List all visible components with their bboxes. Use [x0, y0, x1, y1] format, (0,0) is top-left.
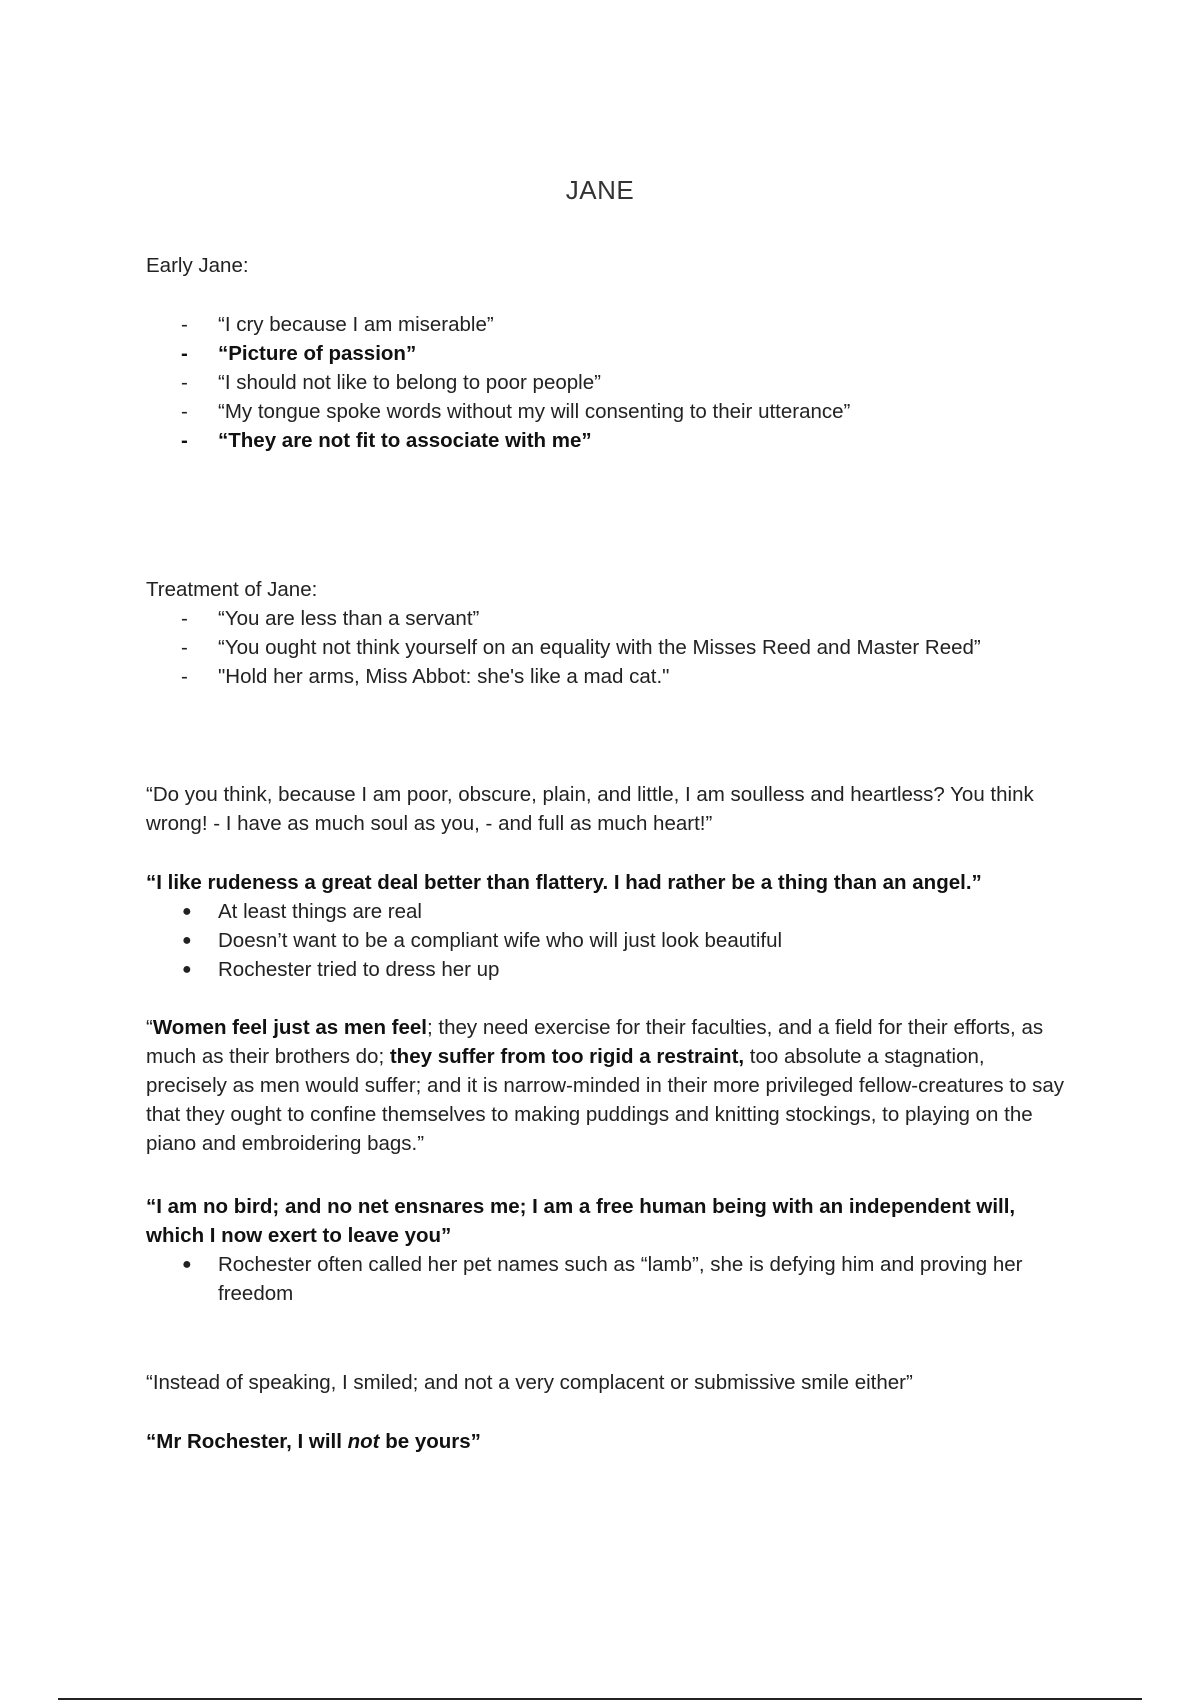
bird-section	[146, 1192, 1066, 1308]
bullet-marker: ●	[182, 1256, 192, 1273]
bullet-text: Doesn’t want to be a compliant wife who will just look beautiful	[218, 929, 783, 952]
women-feel-quote	[146, 1013, 1066, 1158]
dash-marker: -	[181, 371, 188, 394]
treatment-list	[146, 604, 1066, 691]
bullet-text: At least things are real	[218, 900, 422, 923]
dash-marker: -	[181, 636, 188, 659]
emphasis-text: they suffer from too rigid a restraint,	[389, 1045, 745, 1068]
body-text: too absolute a stagnation, precisely as men would suffer; and it is narrow-minded in their more privileged fellow-creatures to say that they ought to confine themselves to making puddings and knitting stockings, to playing on the piano and embroidering bags.”	[146, 1045, 1064, 1155]
list-item	[146, 368, 1066, 397]
quote-text: “My tongue spoke words without my will consenting to their utterance”	[218, 400, 851, 423]
rudeness-section	[146, 868, 1066, 984]
list-item	[146, 339, 1066, 368]
list-item	[146, 897, 1066, 926]
list-item	[146, 426, 1066, 455]
bullet-text: Rochester tried to dress her up	[218, 958, 500, 981]
dash-marker: -	[181, 429, 188, 452]
page-title: JANE	[565, 175, 635, 205]
treatment-section	[146, 575, 1066, 691]
list-item	[146, 926, 1066, 955]
quote-text: “You ought not think yourself on an equality with the Misses Reed and Master Reed”	[218, 636, 981, 659]
list-item	[146, 397, 1066, 426]
open-quote: “	[146, 1016, 153, 1039]
emphasis-text: not	[347, 1430, 380, 1453]
bullet-marker: ●	[182, 961, 192, 978]
emphasis-text: Women feel just as men feel	[152, 1016, 428, 1039]
quote-part: “Mr Rochester, I will	[146, 1430, 348, 1453]
rudeness-quote: “I like rudeness a great deal better than flattery. I had rather be a thing than an angel.”	[146, 871, 982, 894]
quote-text: “Picture of passion”	[218, 342, 417, 365]
quote-text: “I should not like to belong to poor people”	[218, 371, 601, 394]
quote-text: "Hold her arms, Miss Abbot: she's like a mad cat."	[218, 665, 670, 688]
quote-text: “You are less than a servant”	[218, 607, 480, 630]
body-text: ; they need exercise for their faculties, and a field for their efforts, as much as their brothers do;	[146, 1016, 1044, 1068]
bullet-marker: ●	[182, 932, 192, 949]
dash-marker: -	[181, 342, 188, 365]
dash-marker: -	[181, 607, 188, 630]
dash-marker: -	[181, 400, 188, 423]
early-jane-list	[146, 310, 1066, 455]
quote-text: “They are not fit to associate with me”	[218, 429, 592, 452]
list-item	[146, 955, 1066, 984]
women-feel-block	[146, 1013, 1066, 1158]
list-item	[146, 633, 1066, 662]
dash-marker: -	[181, 665, 188, 688]
list-item	[146, 662, 1066, 691]
rudeness-bullets	[146, 897, 1066, 984]
smiled-quote-block	[146, 1368, 1066, 1397]
quote-part: be yours”	[379, 1430, 481, 1453]
not-yours-block	[146, 1427, 1066, 1456]
not-yours-quote	[146, 1427, 1066, 1456]
bullet-text: Rochester often called her pet names such as “lamb”, she is defying him and proving her freedom	[218, 1253, 1023, 1305]
smiled-quote: “Instead of speaking, I smiled; and not a very complacent or submissive smile either”	[146, 1371, 913, 1394]
early-jane-heading: Early Jane:	[146, 254, 249, 277]
treatment-heading: Treatment of Jane:	[146, 578, 318, 601]
list-item	[146, 604, 1066, 633]
bullet-marker: ●	[182, 903, 192, 920]
early-jane-section	[146, 251, 1066, 280]
early-jane-list-wrap	[146, 310, 1066, 455]
bird-bullets	[146, 1250, 1066, 1308]
soulless-quote-block	[146, 780, 1066, 838]
soulless-quote: “Do you think, because I am poor, obscure, plain, and little, I am soulless and heartless? You think wrong! - I have as much soul as you, - and full as much heart!”	[146, 783, 1034, 835]
list-item	[146, 1250, 1066, 1308]
bird-quote: “I am no bird; and no net ensnares me; I am a free human being with an independent will, which I now exert to leave you”	[146, 1195, 1016, 1247]
list-item	[146, 310, 1066, 339]
dash-marker: -	[181, 313, 188, 336]
quote-text: “I cry because I am miserable”	[218, 313, 494, 336]
